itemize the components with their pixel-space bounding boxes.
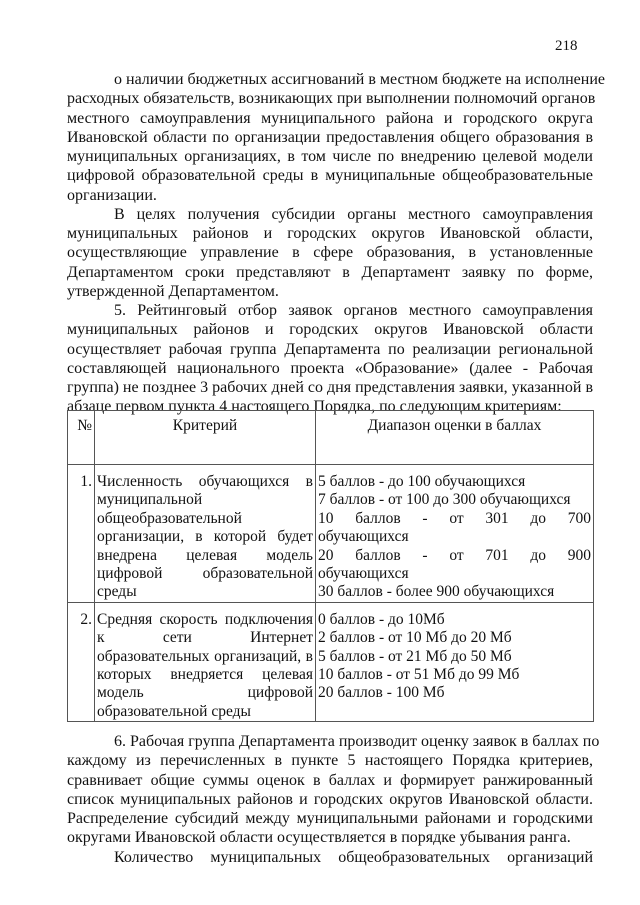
row-range bbox=[316, 602, 594, 721]
cell-line: 10 баллов - от 51 Мб до 99 Мб bbox=[318, 665, 520, 683]
cell-line: образовательной среды bbox=[97, 702, 251, 720]
cell-line: образовательных организаций, в bbox=[97, 647, 313, 665]
cell-line: модель цифровой bbox=[97, 684, 313, 702]
cell-line: 10 баллов - от 301 до 700 bbox=[318, 509, 591, 527]
table-header-row bbox=[68, 411, 594, 465]
text-line: расходных обязательств, возникающих при выполнении полномочий органов bbox=[67, 90, 596, 108]
cell-line: 0 баллов - до 10Мб bbox=[318, 610, 445, 628]
cell-line: обучающихся bbox=[318, 564, 409, 582]
text-line: абзаце первом пункта 4 настоящего Порядка, по следующим критериям: bbox=[67, 398, 562, 416]
cell-line: 2 баллов - от 10 Мб до 20 Мб bbox=[318, 629, 512, 647]
cell-line: цифровой образовательной bbox=[97, 564, 313, 582]
text-line: Распределение субсидий между муниципальными районами и городскими bbox=[67, 810, 593, 827]
text-line: 6. Рабочая группа Департамента производит оценку заявок в баллах по bbox=[114, 733, 600, 750]
text-line: о наличии бюджетных ассигнований в местном бюджете на исполнение bbox=[114, 71, 605, 88]
text-line: организации. bbox=[67, 186, 157, 204]
text-line: местного самоуправления муниципального района и городского округа bbox=[67, 109, 593, 127]
cell-line: Численность обучающихся в bbox=[97, 473, 313, 490]
top-text bbox=[67, 70, 605, 417]
text-line: цифровой образовательной среды в муниципальные общеобразовательные bbox=[67, 167, 593, 185]
text-line: Ивановской области по организации предоставления общего образования в bbox=[67, 128, 593, 146]
cell-line: среды bbox=[97, 583, 137, 601]
cell-line: 5 баллов - от 21 Мб до 50 Мб bbox=[318, 647, 512, 665]
cell-line: 20 баллов - от 701 до 900 bbox=[318, 546, 591, 564]
text-line: осуществляет рабочая группа Департамента по реализации региональной bbox=[67, 340, 593, 358]
text-line: составляющей национального проекта «Образование» (далее - Рабочая bbox=[67, 359, 593, 377]
text-line: В целях получения субсидии органы местного самоуправления bbox=[114, 205, 593, 223]
text-line: сравнивает общие суммы оценок в баллах и формирует ранжированный bbox=[67, 771, 593, 789]
text-line: список муниципальных районов и городских округов Ивановской области. bbox=[67, 790, 593, 808]
text-line: округами Ивановской области осуществляется в порядке убывания ранга. bbox=[67, 829, 571, 847]
cell-line: 30 баллов - более 900 обучающихся bbox=[318, 583, 555, 601]
bottom-text bbox=[67, 732, 600, 867]
header-number: № bbox=[68, 411, 95, 465]
criteria-table bbox=[67, 410, 594, 722]
header-criterion: Критерий bbox=[95, 411, 316, 465]
cell-line: внедрена целевая модель bbox=[97, 546, 313, 564]
text-line: Количество муниципальных общеобразовательных организаций bbox=[114, 848, 593, 866]
table-row bbox=[68, 465, 594, 603]
cell-line: 5 баллов - до 100 обучающихся bbox=[318, 473, 526, 490]
cell-line: общеобразовательной bbox=[97, 509, 242, 527]
text-line: муниципальных районов и городских округов Ивановской области bbox=[67, 321, 593, 339]
row-range bbox=[316, 465, 594, 603]
table-row bbox=[68, 602, 594, 721]
text-line: муниципальных районов и городских округов Ивановской области, bbox=[67, 225, 593, 242]
row-number: 1. bbox=[68, 465, 95, 603]
text-line: каждому из перечисленных в пункте 5 настоящего Порядка критериев, bbox=[67, 752, 593, 770]
header-range: Диапазон оценки в баллах bbox=[316, 411, 594, 465]
cell-line: муниципальной bbox=[97, 491, 203, 509]
row-criterion bbox=[95, 602, 316, 721]
cell-line: Средняя скорость подключения bbox=[97, 610, 313, 628]
text-line: утвержденной Департаментом. bbox=[67, 282, 279, 300]
text-line: муниципальных организациях, в том числе по внедрению целевой модели bbox=[67, 148, 593, 165]
row-criterion bbox=[95, 465, 316, 603]
text-line: Департаментом сроки представляют в Департамент заявку по форме, bbox=[67, 263, 593, 281]
cell-line: организации, в которой будет bbox=[97, 528, 313, 546]
row-number: 2. bbox=[68, 602, 95, 721]
cell-line: к сети Интернет bbox=[97, 629, 313, 647]
cell-line: 20 баллов - 100 Мб bbox=[318, 684, 445, 702]
page-number: 218 bbox=[555, 38, 578, 54]
cell-line: обучающихся bbox=[318, 528, 409, 546]
cell-line: которых внедряется целевая bbox=[97, 665, 313, 683]
text-line: 5. Рейтинговый отбор заявок органов местного самоуправления bbox=[114, 302, 593, 319]
cell-line: 7 баллов - от 100 до 300 обучающихся bbox=[318, 491, 571, 509]
text-line: группа) не позднее 3 рабочих дней со дня представления заявки, указанной в bbox=[67, 379, 593, 396]
text-line: осуществляющие управление в сфере образования, в установленные bbox=[67, 244, 593, 262]
